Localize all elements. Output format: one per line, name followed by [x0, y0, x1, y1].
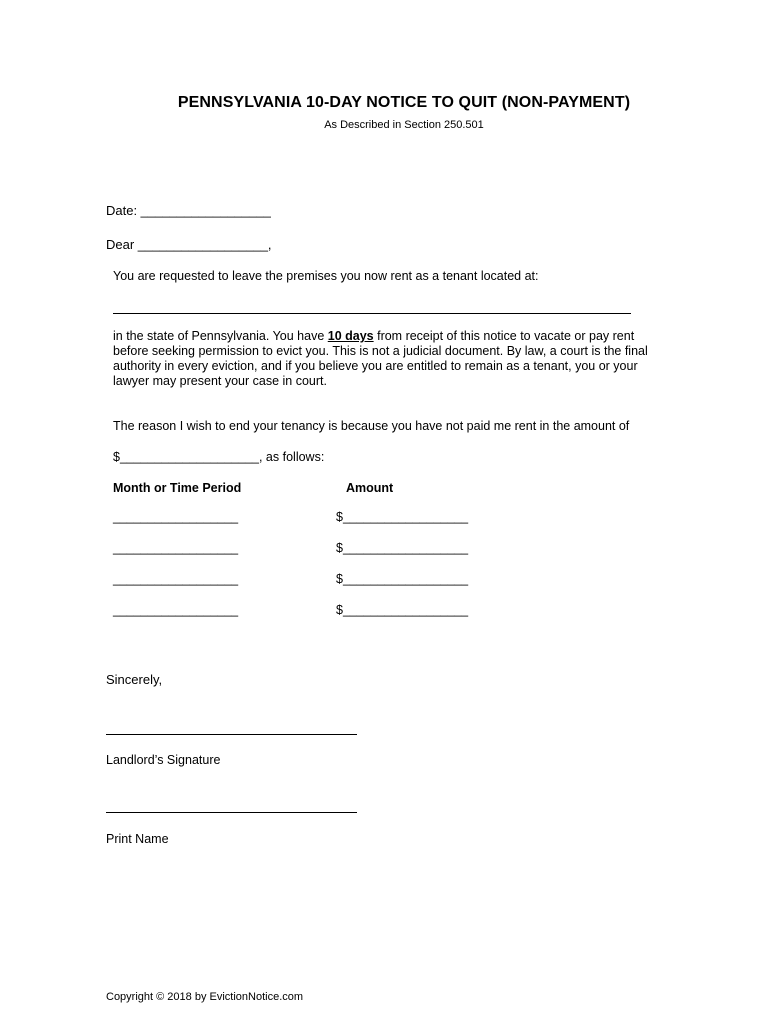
- amount-blank: $__________________: [336, 541, 469, 555]
- reason-line: The reason I wish to end your tenancy is because you have not paid me rent in the amount of: [113, 419, 630, 433]
- document-subtitle: As Described in Section 250.501: [324, 119, 484, 131]
- signature-label: Landlord’s Signature: [106, 753, 221, 767]
- amount-blank: $__________________: [336, 603, 469, 617]
- print-name-line: [106, 812, 357, 813]
- dear-line: Dear __________________,: [106, 237, 272, 252]
- notice-text-after: from receipt of this notice to vacate or pay rent before seeking permission to evict you. This is not a judicial document. By law, a court is the final authority in every eviction, and if you believe you are entitled to remain as a tenant, you or your lawyer may present your case in court.: [113, 329, 648, 388]
- period-blank: __________________: [113, 510, 239, 524]
- amount-line: $____________________, as follows:: [113, 450, 325, 464]
- amount-blank: $__________________: [336, 572, 469, 586]
- column-header-period: Month or Time Period: [113, 481, 242, 495]
- date-line: Date: __________________: [106, 203, 271, 218]
- column-header-amount: Amount: [346, 481, 394, 495]
- print-name-label: Print Name: [106, 832, 169, 846]
- notice-days-emphasis: 10 days: [327, 329, 374, 343]
- copyright: Copyright © 2018 by EvictionNotice.com: [106, 991, 304, 1003]
- closing: Sincerely,: [106, 672, 163, 687]
- address-blank-line: [113, 313, 631, 314]
- period-blank: __________________: [113, 541, 239, 555]
- period-blank: __________________: [113, 572, 239, 586]
- amount-blank: $__________________: [336, 510, 469, 524]
- notice-paragraph: [113, 329, 653, 389]
- period-blank: __________________: [113, 603, 239, 617]
- signature-line: [106, 734, 357, 735]
- document-title: PENNSYLVANIA 10-DAY NOTICE TO QUIT (NON-PAYMENT): [177, 94, 631, 111]
- notice-text-before: in the state of Pennsylvania. You have: [113, 329, 328, 343]
- request-line: You are requested to leave the premises you now rent as a tenant located at:: [113, 269, 539, 283]
